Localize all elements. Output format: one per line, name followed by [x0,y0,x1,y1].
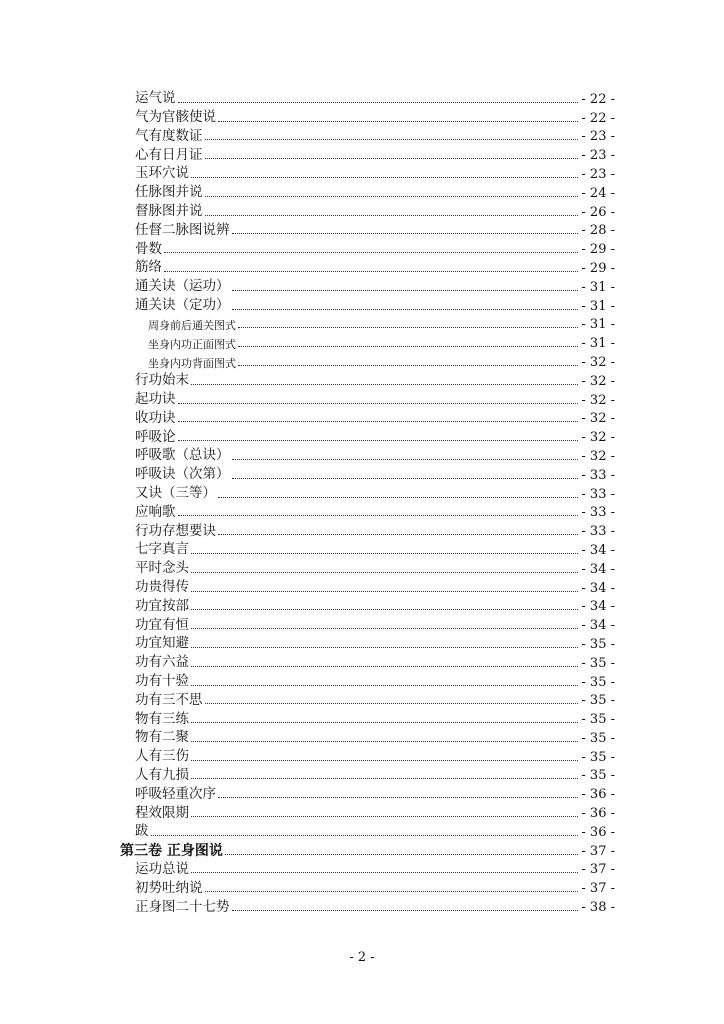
toc-entry[interactable] [0,201,724,220]
toc-entry[interactable] [0,840,724,859]
toc-entry-page: - 33 - [581,486,615,502]
toc-dot-leader [218,534,612,535]
toc-entry-page: - 37 - [581,843,615,859]
toc-dot-leader [191,685,612,686]
toc-entry[interactable] [0,896,724,915]
toc-dot-leader [178,403,613,404]
toc-entry-page: - 33 - [581,505,615,521]
toc-entry-title: 初势吐纳说 [135,879,203,896]
toc-dot-leader [191,572,612,573]
toc-entry-title: 程效限期 [135,804,189,821]
toc-entry-title: 呼吸轻重次序 [135,785,216,802]
toc-entry-title: 应响歌 [135,503,176,520]
toc-entry[interactable] [0,558,724,577]
toc-entry[interactable] [0,295,724,314]
toc-dot-leader [191,647,612,648]
toc-entry-page: - 32 - [581,354,615,370]
toc-dot-leader [205,196,613,197]
toc-dot-leader [178,102,613,103]
toc-entry-title: 运气说 [135,90,176,107]
toc-entry[interactable] [0,464,724,483]
toc-dot-leader [191,816,612,817]
table-of-contents [0,88,724,915]
toc-dot-leader [191,628,612,629]
toc-entry-title: 功有三不思 [135,691,203,708]
toc-entry[interactable] [0,314,724,333]
toc-entry-page: - 32 - [581,448,615,464]
toc-entry-title: 功宜有恒 [135,616,189,633]
toc-entry[interactable] [0,276,724,295]
toc-entry[interactable] [0,652,724,671]
toc-entry[interactable] [0,690,724,709]
toc-dot-leader [191,741,612,742]
toc-entry-page: - 37 - [581,862,615,878]
toc-entry-page: - 32 - [581,411,615,427]
toc-entry[interactable] [0,502,724,521]
toc-entry-page: - 35 - [581,693,615,709]
toc-entry-page: - 33 - [581,524,615,540]
toc-entry[interactable] [0,802,724,821]
toc-dot-leader [178,440,613,441]
toc-dot-leader [218,121,612,122]
toc-entry-page: - 23 - [581,129,615,145]
toc-entry[interactable] [0,727,724,746]
toc-entry-title: 物有三练 [135,710,189,727]
toc-entry-title: 平时念头 [135,560,189,577]
toc-dot-leader [238,327,612,328]
toc-entry[interactable] [0,88,724,107]
toc-entry-page: - 22 - [581,91,615,107]
toc-entry-page: - 32 - [581,392,615,408]
toc-entry[interactable] [0,596,724,615]
toc-entry-title: 运功总说 [135,860,189,877]
toc-entry-title: 呼吸歌（总诀） [135,447,230,464]
toc-entry-page: - 36 - [581,806,615,822]
toc-entry-title: 收功诀 [135,409,176,426]
toc-entry-page: - 34 - [581,599,615,615]
toc-entry-title: 起功诀 [135,391,176,408]
toc-entry[interactable] [0,182,724,201]
toc-entry[interactable] [0,877,724,896]
toc-entry-page: - 35 - [581,712,615,728]
toc-entry-title: 功贵得传 [135,579,189,596]
toc-entry-title: 物有二聚 [135,729,189,746]
toc-entry[interactable] [0,163,724,182]
toc-dot-leader [225,854,612,855]
toc-entry-page: - 35 - [581,674,615,690]
toc-entry-title: 坐身内功背面图式 [148,356,236,370]
toc-entry-title: 任督二脉图说辨 [135,221,230,238]
toc-entry[interactable] [0,389,724,408]
toc-entry-title: 骨数 [135,240,162,257]
toc-dot-leader [191,872,612,873]
toc-entry-title: 人有三伤 [135,748,189,765]
toc-entry[interactable] [0,577,724,596]
toc-entry-title: 呼吸诀（次第） [135,466,230,483]
toc-entry-title: 功有十验 [135,673,189,689]
toc-entry-page: - 31 - [581,336,615,352]
toc-entry-page: - 32 - [581,373,615,389]
toc-dot-leader [191,778,612,779]
toc-entry[interactable] [0,370,724,389]
toc-entry-title: 筋络 [135,259,162,276]
toc-dot-leader [218,797,612,798]
toc-entry-page: - 26 - [581,204,615,220]
toc-entry-title: 七字真言 [135,541,189,558]
toc-entry-title: 气有度数证 [135,127,203,144]
toc-entry-page: - 33 - [581,467,615,483]
toc-entry-page: - 35 - [581,749,615,765]
toc-dot-leader [238,346,612,347]
toc-entry-page: - 34 - [581,580,615,596]
toc-entry-title: 气为官骸使说 [135,109,216,126]
toc-entry[interactable] [0,633,724,652]
toc-entry-page: - 31 - [581,317,615,333]
toc-dot-leader [232,233,613,234]
toc-entry-page: - 29 - [581,260,615,276]
toc-entry-title: 行功存想要诀 [135,522,216,539]
toc-dot-leader [164,252,612,253]
toc-entry-title: 第三卷 正身图说 [120,842,223,859]
toc-entry-page: - 37 - [581,881,615,897]
toc-entry[interactable] [0,821,724,840]
toc-entry-page: - 22 - [581,110,615,126]
toc-dot-leader [232,290,613,291]
toc-entry[interactable] [0,126,724,145]
toc-entry[interactable] [0,671,724,690]
toc-dot-leader [191,591,612,592]
toc-entry-title: 呼吸论 [135,428,176,445]
toc-entry-title: 功宜按部 [135,597,189,614]
toc-dot-leader [191,760,612,761]
toc-entry[interactable] [0,708,724,727]
toc-dot-leader [232,459,613,460]
toc-entry[interactable] [0,238,724,257]
toc-entry[interactable] [0,426,724,445]
toc-entry-title: 周身前后通关图式 [148,319,236,333]
toc-entry-page: - 35 - [581,730,615,746]
toc-dot-leader [238,365,612,366]
toc-entry[interactable] [0,144,724,163]
toc-entry-title: 正身图二十七势 [135,898,230,915]
toc-entry-page: - 32 - [581,430,615,446]
toc-entry-page: - 29 - [581,242,615,258]
toc-entry-page: - 36 - [581,787,615,803]
toc-entry[interactable] [0,107,724,126]
toc-entry-page: - 34 - [581,542,615,558]
toc-entry-page: - 28 - [581,223,615,239]
toc-entry[interactable] [0,332,724,351]
toc-entry[interactable] [0,483,724,502]
toc-dot-leader [205,158,613,159]
toc-entry-title: 督脉图并说 [135,203,203,220]
toc-dot-leader [191,553,612,554]
toc-entry-title: 功有六益 [135,654,189,671]
toc-dot-leader [205,215,613,216]
toc-entry-title: 行功始末 [135,372,189,389]
toc-entry-title: 坐身内功正面图式 [148,338,236,352]
toc-entry-page: - 34 - [581,618,615,634]
toc-dot-leader [151,835,613,836]
toc-entry-title: 跋 [135,823,149,840]
toc-entry-page: - 31 - [581,279,615,295]
toc-dot-leader [232,478,613,479]
toc-entry[interactable] [0,859,724,878]
toc-dot-leader [232,910,613,911]
toc-dot-leader [191,609,612,610]
toc-entry-page: - 35 - [581,768,615,784]
toc-dot-leader [218,497,612,498]
toc-entry-page: - 23 - [581,166,615,182]
toc-dot-leader [178,515,613,516]
toc-entry-title: 任脉图并说 [135,184,203,201]
toc-entry-page: - 24 - [581,185,615,201]
toc-entry-title: 又诀（三等） [135,485,216,502]
toc-dot-leader [205,891,613,892]
toc-dot-leader [191,722,612,723]
toc-entry-title: 人有九损 [135,766,189,783]
toc-entry-page: - 35 - [581,636,615,652]
toc-entry[interactable] [0,351,724,370]
toc-dot-leader [191,666,612,667]
toc-entry-page: - 38 - [581,900,615,916]
toc-entry[interactable] [0,520,724,539]
page-number: - 2 - [349,950,375,965]
toc-dot-leader [191,177,612,178]
toc-entry-title: 功宜知避 [135,635,189,652]
toc-entry-title: 通关诀（运功） [135,278,230,295]
toc-entry[interactable] [0,614,724,633]
toc-dot-leader [164,271,612,272]
toc-entry-page: - 31 - [581,298,615,314]
toc-dot-leader [232,309,613,310]
toc-entry[interactable] [0,257,724,276]
toc-entry[interactable] [0,408,724,427]
toc-entry-page: - 23 - [581,148,615,164]
toc-entry[interactable] [0,746,724,765]
toc-entry[interactable] [0,445,724,464]
toc-dot-leader [205,139,613,140]
toc-entry[interactable] [0,220,724,239]
toc-entry-title: 心有日月证 [135,146,203,163]
toc-entry[interactable] [0,783,724,802]
toc-entry-title: 玉环穴说 [135,165,189,182]
toc-dot-leader [178,421,613,422]
toc-dot-leader [205,703,613,704]
toc-entry-title: 通关诀（定功） [135,297,230,314]
toc-entry-page: - 35 - [581,655,615,671]
toc-entry-page: - 36 - [581,824,615,840]
toc-entry[interactable] [0,765,724,784]
toc-entry[interactable] [0,539,724,558]
toc-dot-leader [191,384,612,385]
toc-entry-page: - 34 - [581,561,615,577]
